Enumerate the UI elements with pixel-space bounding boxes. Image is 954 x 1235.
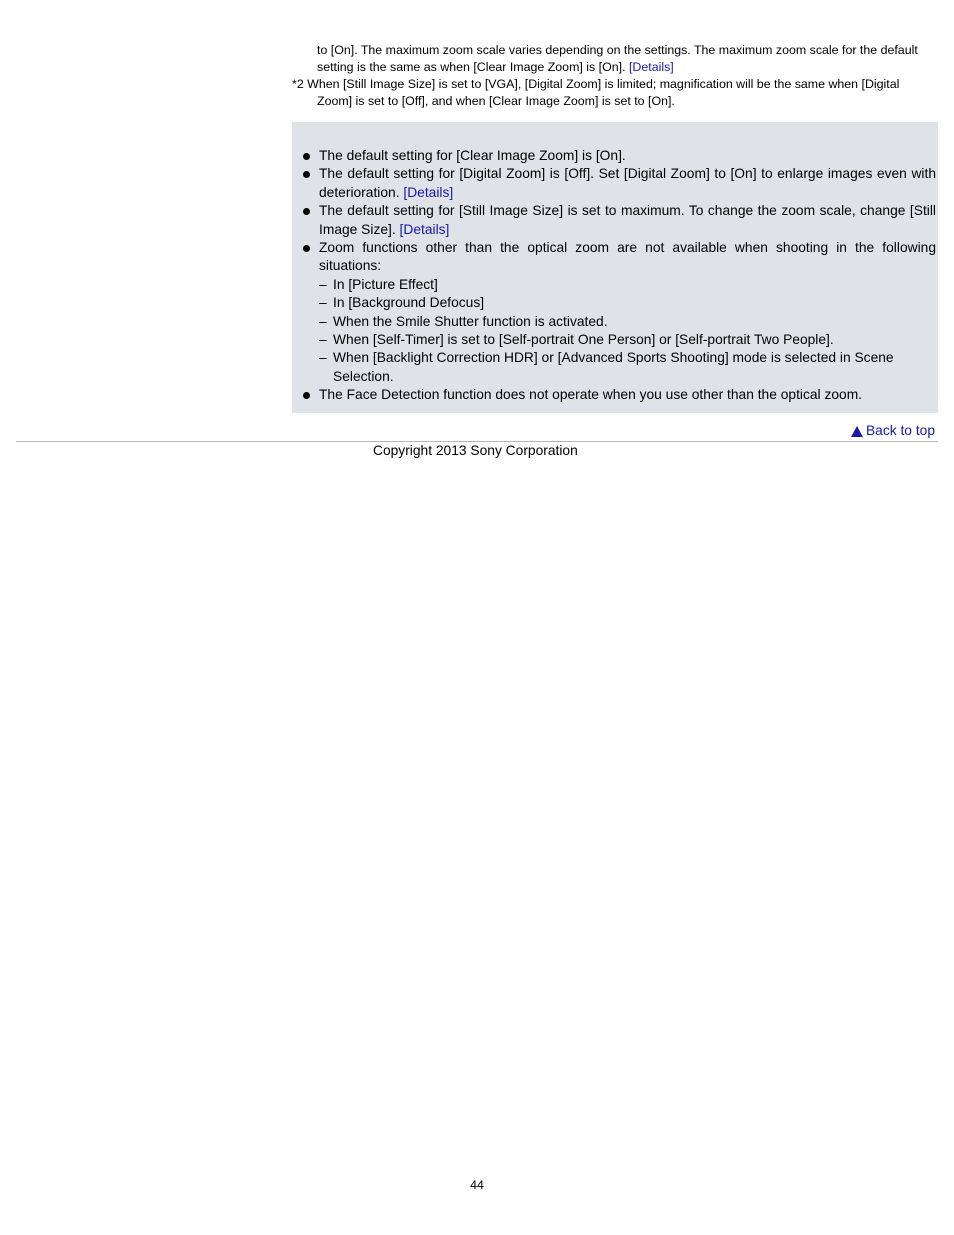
details-link[interactable]: [Details] xyxy=(399,221,450,237)
back-to-top-label: Back to top xyxy=(865,423,935,438)
bullet-icon xyxy=(303,245,310,252)
situation-item xyxy=(319,331,936,349)
note-text: The default setting for [Digital Zoom] is [Off]. Set [Digital Zoom] to [On] to enlarge images even with deterioration. xyxy=(319,166,936,200)
note-item xyxy=(292,165,936,202)
triangle-up-icon xyxy=(851,426,863,437)
footnote-2: *2 When [Still Image Size] is set to [VGA], [Digital Zoom] is limited; magnification will be the same when [Digital Zoom] is set to [Off], and when [Clear Image Zoom] is set to [On]. xyxy=(292,77,900,108)
note-text: Zoom functions other than the optical zoom are not available when shooting in the following situations: xyxy=(319,240,936,274)
details-link[interactable]: [Details] xyxy=(628,60,674,74)
note-text: The default setting for [Still Image Size] is set to maximum. To change the zoom scale, change [Still Image Size]. xyxy=(319,203,936,237)
note-item xyxy=(292,386,936,404)
notes-box xyxy=(292,122,938,413)
back-to-top-link[interactable] xyxy=(851,422,935,440)
footnote-1-text: to [On]. The maximum zoom scale varies depending on the settings. The maximum zoom scale for the default setting is the same as when [Clear Image Zoom] is [On]. xyxy=(317,43,918,74)
page-number: 44 xyxy=(470,1178,484,1192)
bullet-icon xyxy=(303,153,310,160)
situation-text: When [Backlight Correction HDR] or [Advanced Sports Shooting] mode is selected in Scene Selection. xyxy=(333,350,894,384)
note-item xyxy=(292,147,936,165)
bullet-icon xyxy=(303,392,310,399)
bullet-icon xyxy=(303,171,310,178)
bullet-icon xyxy=(303,208,310,215)
dash-icon: – xyxy=(319,313,327,329)
situations-list xyxy=(319,276,936,386)
footnote-1-continuation xyxy=(292,42,932,76)
situation-item xyxy=(319,313,936,331)
note-text: The default setting for [Clear Image Zoom] is [On]. xyxy=(319,148,626,163)
note-item xyxy=(292,202,936,239)
situation-item xyxy=(319,349,936,386)
details-link[interactable]: [Details] xyxy=(403,184,454,200)
note-text: The Face Detection function does not operate when you use other than the optical zoom. xyxy=(319,387,863,403)
situation-item xyxy=(319,276,936,294)
situation-text: In [Background Defocus] xyxy=(333,295,485,311)
copyright: Copyright 2013 Sony Corporation xyxy=(373,443,578,458)
situation-text: When the Smile Shutter function is activated. xyxy=(333,313,608,329)
situation-item xyxy=(319,294,936,312)
dash-icon: – xyxy=(319,332,327,348)
notes-list xyxy=(292,147,936,405)
situation-text: In [Picture Effect] xyxy=(333,276,438,292)
situation-text: When [Self-Timer] is set to [Self-portrait One Person] or [Self-portrait Two People]. xyxy=(333,332,834,348)
note-item xyxy=(292,239,936,386)
footnotes xyxy=(292,42,932,110)
dash-icon: – xyxy=(319,295,327,311)
dash-icon: – xyxy=(319,350,327,366)
dash-icon: – xyxy=(319,276,327,292)
